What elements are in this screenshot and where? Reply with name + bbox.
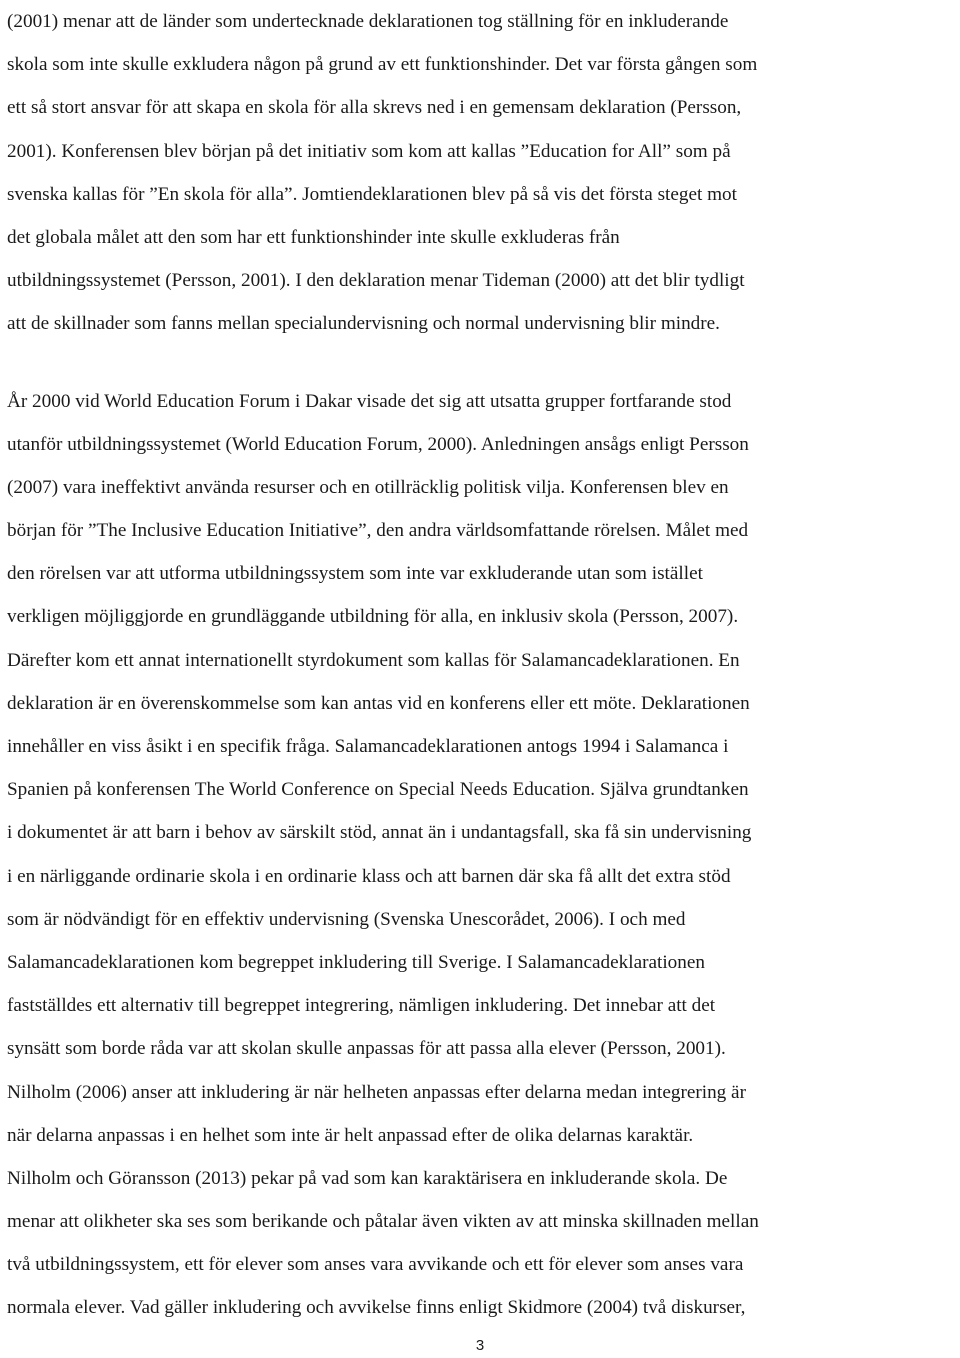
- text-line: Spanien på konferensen The World Conference on Special Needs Education. Själva grundtanken: [7, 779, 749, 801]
- text-line: när delarna anpassas i en helhet som inte är helt anpassad efter de olika delarnas karaktär.: [7, 1124, 694, 1146]
- text-line: den rörelsen var att utforma utbildningssystem som inte var exkluderande utan som istället: [7, 563, 703, 585]
- text-line: som är nödvändigt för en effektiv undervisning (Svenska Unescorådet, 2006). I och med: [7, 908, 686, 930]
- text-line: början för ”The Inclusive Education Initiative”, den andra världsomfattande rörelsen. Målet med: [7, 520, 749, 542]
- text-line: att de skillnader som fanns mellan specialundervisning och normal undervisning blir mindre.: [7, 313, 720, 335]
- text-line: innehåller en viss åsikt i en specifik fråga. Salamancadeklarationen antogs 1994 i Salamanca i: [7, 736, 729, 757]
- text-line: i en närliggande ordinarie skola i en ordinarie klass och att barnen där ska få allt det extra stöd: [7, 865, 731, 887]
- text-line: det globala målet att den som har ett funktionshinder inte skulle exkluderas från: [7, 226, 620, 248]
- text-line: två utbildningssystem, ett för elever som anses vara avvikande och ett för elever som anses vara: [7, 1254, 744, 1276]
- paragraph-spacer: [7, 346, 957, 380]
- paragraph-2: [7, 380, 957, 1330]
- text-line: svenska kallas för ”En skola för alla”. Jomtiendeklarationen blev på så vis det första steget mot: [7, 183, 737, 205]
- text-line: synsätt som borde råda var att skolan skulle anpassas för att passa alla elever (Persson, 2001).: [7, 1038, 726, 1060]
- text-line: År 2000 vid World Education Forum i Dakar visade det sig att utsatta grupper fortfarande stod: [7, 390, 732, 412]
- text-line: utbildningssystemet (Persson, 2001). I den deklaration menar Tideman (2000) att det blir tydligt: [7, 270, 745, 292]
- text-line: normala elever. Vad gäller inkludering och avvikelse finns enligt Skidmore (2004) två diskurser,: [7, 1297, 746, 1319]
- text-line: verkligen möjliggjorde en grundläggande utbildning för alla, en inklusiv skola (Persson, 2007).: [7, 606, 739, 628]
- text-line: Därefter kom ett annat internationellt styrdokument som kallas för Salamancadeklarationen. En: [7, 649, 740, 671]
- text-line: (2001) menar att de länder som undertecknade deklarationen tog ställning för en inkluderande: [7, 11, 729, 32]
- paragraph-1: [7, 0, 957, 346]
- page-number: 3: [475, 1337, 485, 1354]
- text-line: fastställdes ett alternativ till begreppet integrering, nämligen inkludering. Det innebar att det: [7, 995, 716, 1017]
- text-line: (2007) vara ineffektivt använda resurser och en otillräcklig politisk vilja. Konferensen blev en: [7, 476, 729, 498]
- text-line: ett så stort ansvar för att skapa en skola för alla skrevs ned i en gemensam deklaration (Persson,: [7, 97, 742, 119]
- text-line: Nilholm och Göransson (2013) pekar på vad som kan karaktärisera en inkluderande skola. De: [7, 1167, 728, 1189]
- text-line: i dokumentet är att barn i behov av särskilt stöd, annat än i undantagsfall, ska få sin undervisning: [7, 822, 752, 844]
- text-line: 2001). Konferensen blev början på det initiativ som kom att kallas ”Education for All” som på: [7, 140, 731, 162]
- text-line: menar att olikheter ska ses som berikande och påtalar även vikten av att minska skillnaden mellan: [7, 1211, 759, 1233]
- text-line: skola som inte skulle exkludera någon på grund av ett funktionshinder. Det var första gången som: [7, 54, 758, 76]
- text-line: Nilholm (2006) anser att inkludering är när helheten anpassas efter delarna medan integrering är: [7, 1081, 746, 1103]
- text-line: utanför utbildningssystemet (World Education Forum, 2000). Anledningen ansågs enligt Persson: [7, 433, 749, 455]
- body-text: [7, 0, 957, 1330]
- text-line: deklaration är en överenskommelse som kan antas vid en konferens eller ett möte. Deklarationen: [7, 692, 750, 714]
- text-line: Salamancadeklarationen kom begreppet inkludering till Sverige. I Salamancadeklarationen: [7, 951, 705, 973]
